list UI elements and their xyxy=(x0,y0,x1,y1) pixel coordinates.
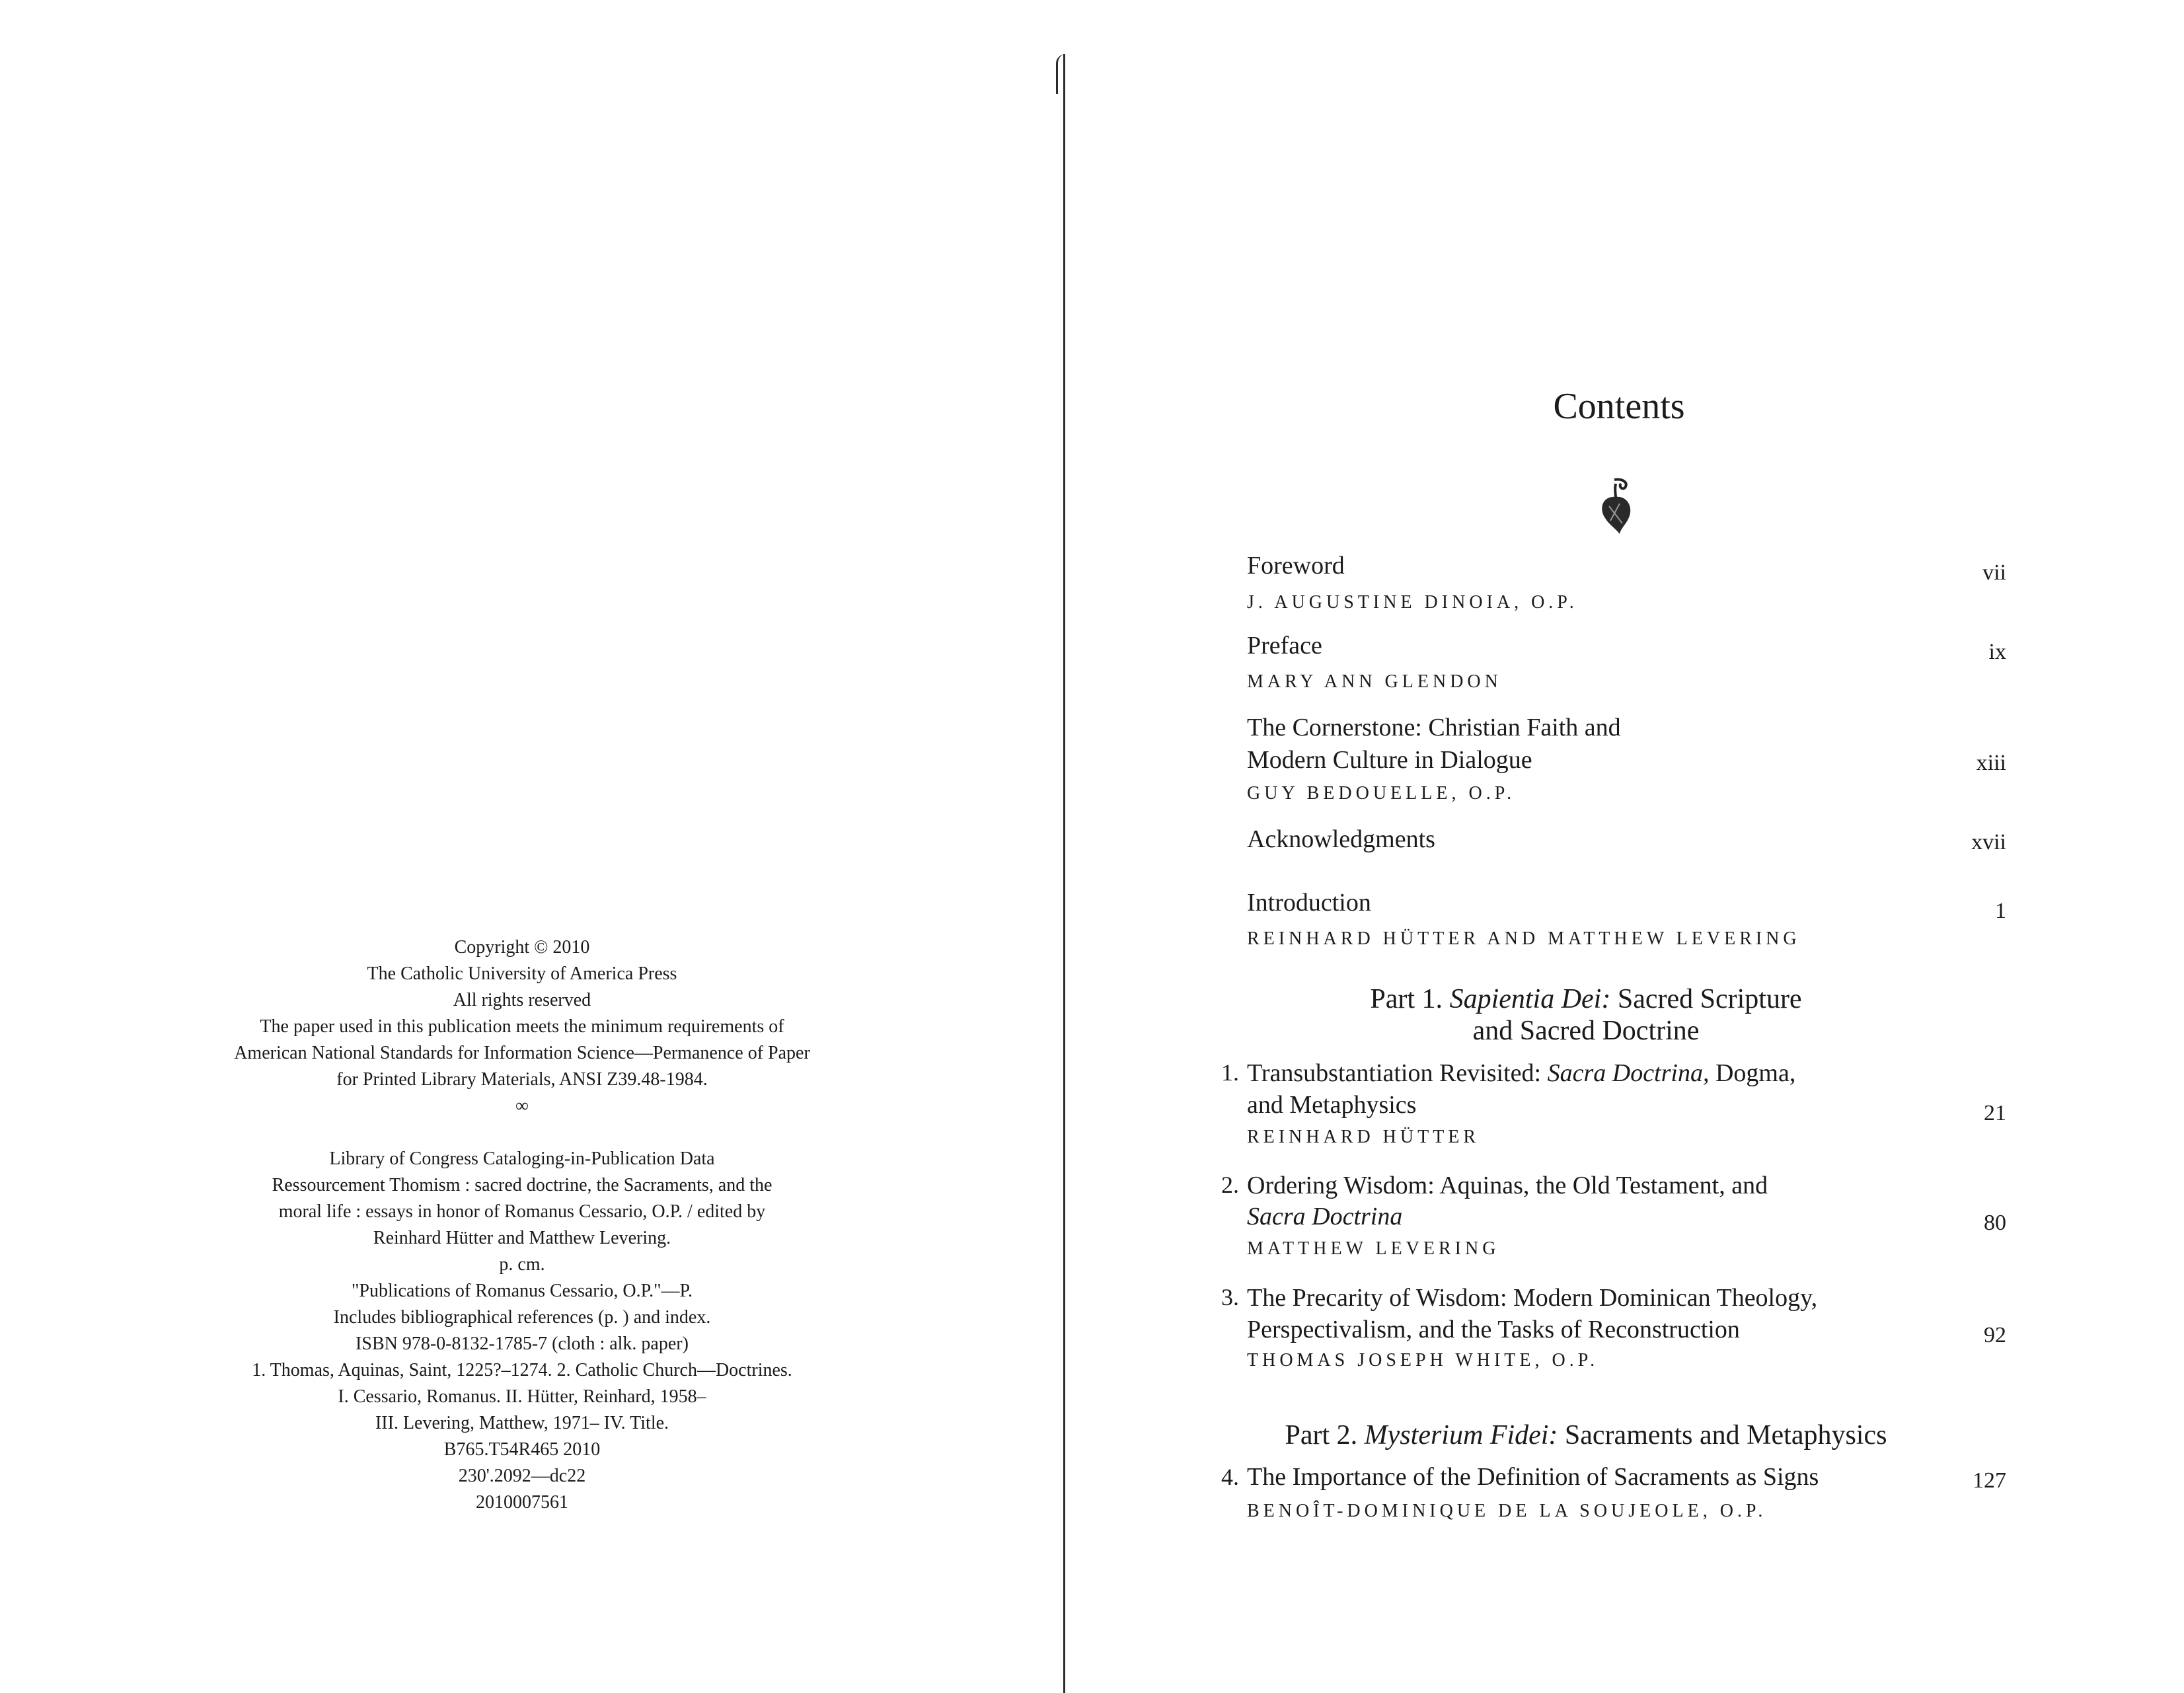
part-latin-title: Mysterium Fidei: xyxy=(1364,1420,1558,1450)
cip-line: III. Levering, Matthew, 1971– IV. Title. xyxy=(375,1413,669,1433)
chapter-title: The Importance of the Definition of Sacraments as Signs xyxy=(1247,1463,1819,1491)
toc-author: REINHARD HÜTTER AND MATTHEW LEVERING xyxy=(1247,928,1801,949)
chapter-title-part: Dogma, xyxy=(1715,1059,1796,1087)
chapter-title: Ordering Wisdom: Aquinas, the Old Testament, and xyxy=(1247,1172,1768,1199)
toc-page-number: xiii xyxy=(1976,751,2006,775)
ivy-leaf-ornament-icon xyxy=(1596,477,1636,537)
cip-line: Ressourcement Thomism : sacred doctrine, the Sacraments, and the xyxy=(272,1175,772,1195)
toc-title-introduction: Introduction xyxy=(1247,889,1371,917)
copyright-line: All rights reserved xyxy=(453,990,591,1010)
infinity-symbol: ∞ xyxy=(515,1096,529,1116)
chapter-title-line2: Perspectivalism, and the Tasks of Reconstruction xyxy=(1247,1316,1740,1343)
toc-page-number: 92 xyxy=(1984,1323,2006,1347)
cip-line: 230'.2092—dc22 xyxy=(458,1466,586,1486)
toc-author: J. AUGUSTINE DINOIA, O.P. xyxy=(1247,592,1578,613)
toc-page-number: 1 xyxy=(1995,899,2006,923)
toc-title-cornerstone: The Cornerstone: Christian Faith and xyxy=(1247,714,1621,741)
chapter-title xyxy=(1247,1057,1795,1089)
toc-author: THOMAS JOSEPH WHITE, O.P. xyxy=(1247,1350,1599,1371)
cip-line: Includes bibliographical references (p. ) and index. xyxy=(333,1307,711,1328)
cip-line: I. Cessario, Romanus. II. Hütter, Reinhard, 1958– xyxy=(338,1386,706,1407)
chapter-number: 4. xyxy=(1221,1464,1239,1490)
cip-line: Reinhard Hütter and Matthew Levering. xyxy=(373,1228,671,1248)
toc-title-preface: Preface xyxy=(1247,632,1322,659)
toc-author: MATTHEW LEVERING xyxy=(1247,1238,1500,1259)
chapter-title-line2 xyxy=(1247,1201,1402,1232)
cip-line: p. cm. xyxy=(499,1254,545,1275)
part-2-heading xyxy=(1256,1419,1916,1451)
copyright-line: American National Standards for Information Science—Permanence of Paper xyxy=(234,1043,810,1063)
part-latin-title: Sapientia Dei: xyxy=(1449,984,1611,1014)
chapter-title: The Precarity of Wisdom: Modern Dominican Theology, xyxy=(1247,1284,1818,1312)
toc-page-number: vii xyxy=(1982,560,2006,585)
cip-line: moral life : essays in honor of Romanus Cessario, O.P. / edited by xyxy=(278,1201,766,1222)
copyright-block xyxy=(165,934,879,1516)
part-subject: Sacred Scripture xyxy=(1617,984,1802,1014)
cip-line: Library of Congress Cataloging-in-Publication Data xyxy=(329,1148,715,1169)
chapter-title-part: Transubstantiation Revisited: xyxy=(1247,1059,1542,1087)
part-prefix: Part 1. xyxy=(1370,984,1443,1014)
page-gutter xyxy=(1063,54,1065,1693)
chapter-number: 1. xyxy=(1221,1059,1239,1086)
toc-page-number: 80 xyxy=(1984,1211,2006,1235)
copyright-line: for Printed Library Materials, ANSI Z39.48-1984. xyxy=(336,1069,708,1090)
cip-line: 2010007561 xyxy=(476,1492,568,1513)
toc-author: MARY ANN GLENDON xyxy=(1247,671,1502,692)
toc-page-number: 127 xyxy=(1973,1468,2006,1493)
part-prefix: Part 2. xyxy=(1285,1420,1358,1450)
copyright-line: Copyright © 2010 xyxy=(454,937,590,958)
contents-heading: Contents xyxy=(1553,386,1685,427)
cip-line: ISBN 978-0-8132-1785-7 (cloth : alk. paper) xyxy=(356,1334,689,1354)
chapter-title-italic: Sacra Doctrina, xyxy=(1547,1059,1710,1087)
toc-page-number: ix xyxy=(1988,640,2006,664)
toc-page-number: 21 xyxy=(1984,1101,2006,1125)
toc-title-foreword: Foreword xyxy=(1247,552,1345,580)
chapter-number: 2. xyxy=(1221,1172,1239,1198)
toc-page-number: xvii xyxy=(1971,830,2006,854)
chapter-title-italic: Sacra Doctrina xyxy=(1247,1203,1403,1230)
part-1-heading xyxy=(1289,983,1883,1015)
cip-line: "Publications of Romanus Cessario, O.P."—P. xyxy=(352,1281,693,1301)
part-1-heading-line2: and Sacred Doctrine xyxy=(1472,1016,1700,1046)
chapter-title-line2: and Metaphysics xyxy=(1247,1091,1417,1119)
cip-line: B765.T54R465 2010 xyxy=(443,1439,601,1460)
copyright-line: The paper used in this publication meets the minimum requirements of xyxy=(260,1016,784,1037)
toc-title-cornerstone-line2: Modern Culture in Dialogue xyxy=(1247,746,1532,774)
toc-author: BENOÎT-DOMINIQUE DE LA SOUJEOLE, O.P. xyxy=(1247,1501,1767,1521)
chapter-number: 3. xyxy=(1221,1284,1239,1310)
cip-line: 1. Thomas, Aquinas, Saint, 1225?–1274. 2. Catholic Church—Doctrines. xyxy=(252,1360,792,1380)
copyright-line: The Catholic University of America Press xyxy=(367,963,677,984)
toc-title-acknowledgments: Acknowledgments xyxy=(1247,825,1435,853)
toc-author: GUY BEDOUELLE, O.P. xyxy=(1247,783,1516,804)
part-subject: Sacraments and Metaphysics xyxy=(1564,1420,1887,1450)
toc-author: REINHARD HÜTTER xyxy=(1247,1127,1480,1147)
